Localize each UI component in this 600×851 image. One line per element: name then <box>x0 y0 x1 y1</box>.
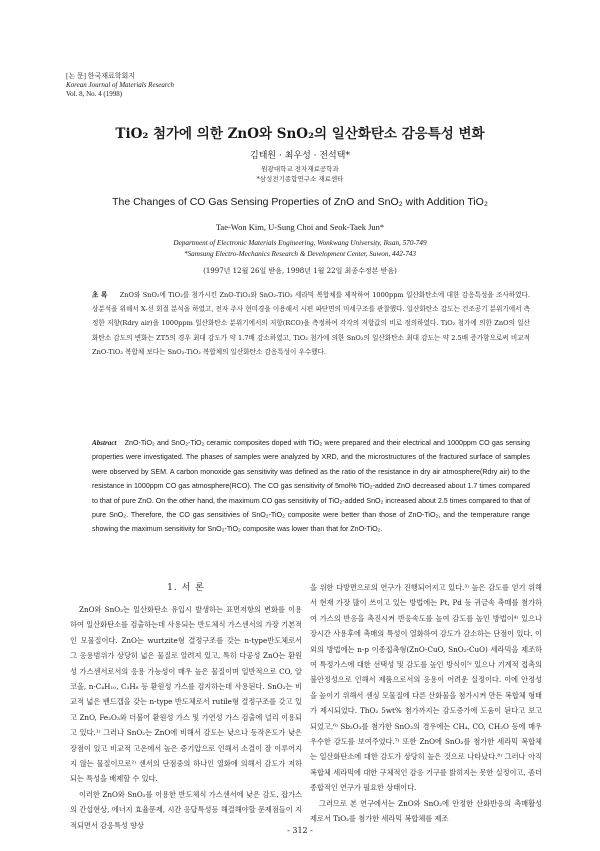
section-heading-introduction: 1. 서 론 <box>167 583 205 593</box>
affiliation-korean <box>0 164 600 184</box>
affiliation-english-1: Department of Electronic Materials Engineering, Wonkwang University, Iksan, 570-749 <box>173 239 427 247</box>
abstract-english <box>92 436 530 537</box>
title-korean: TiO₂ 첨가에 의한 ZnO와 SnO₂의 일산화탄소 감응특성 변화 <box>115 126 485 142</box>
abstract-english-label: Abstract <box>92 439 117 447</box>
abstract-english-text: ZnO-TiO₂ and SnO₂-TiO₂ ceramic composites doped with TiO₂ were prepared and their electrical and 1000ppm CO gas sensing properties were investigated. The phases of samples were analyzed by XRD, and the microstructures of the fractured surface of samples were observed by SEM. A carbon monoxide gas sensitivity was defined as the ratio of the resistance in dry air atmosphere(Rdry air) to the resistance in 1000ppm CO gas atmosphere(RCO). The CO gas sensitivity of 5mol% TiO₂-added ZnO decreased about 1.7 times compared to that of pure ZnO. On the other hand, the maximum CO gas sensitivity of TiO₂-added SnO₂ increased about 2.5 times compared to that of pure SnO₂. Therefore, the CO gas sensitivies of SnO₂-TiO₂ composite were better than those of ZnO-TiO₂, and the temperature range showing the maximum sensitivity for SnO₂-TiO₂ composite was lower than that for ZnO-TiO₂. <box>92 439 530 534</box>
received-date: (1997년 12월 26일 받음, 1998년 1월 22일 최종수정본 받음) <box>203 267 397 275</box>
body-paragraph: 그러므로 본 연구에서는 ZnO와 SnO₂에 안정한 산화반응의 촉매활성제로서 TiO₂를 첨가한 세라믹 복합체를 제조 <box>310 798 542 824</box>
affiliation-korean-2: *삼성전기종합연구소 재료센타 <box>256 175 344 183</box>
journal-line-en: Korean Journal of Materials Research <box>66 81 174 89</box>
journal-header <box>66 72 174 99</box>
abstract-korean-label: 초 록 <box>92 291 108 299</box>
authors-english: Tae-Won Kim, U-Sung Choi and Seok-Taek Jun* <box>215 222 385 232</box>
title-english: The Changes of CO Gas Sensing Properties of ZnO and SnO₂ with Addition TiO₂ <box>112 196 488 208</box>
journal-line-ko: [논 문] 한국재료학회지 <box>66 72 136 80</box>
authors-korean: 김태원 · 최우성 · 전석택* <box>250 151 350 161</box>
body-column-right <box>310 580 542 827</box>
abstract-korean <box>92 288 530 359</box>
body-paragraph: 을 위한 다방면으로의 연구가 진행되어지고 있다.³⁾ 높은 감도를 얻기 위해서 현재 가장 많이 쓰이고 있는 방법에는 Pt, Pd 등 귀금속 촉매를 첨가하여 가스의 반응을 촉진시켜 반응속도를 높여 감도를 높인 방법이⁴⁾ 있으나 장시간 사용후에 촉매의 특성이 열화하여 감도가 감소하는 단점이 있다. 이외의 방법에는 n-p 이종접촉형(ZnO-CuO, SnO₂-CuO) 세라믹을 제조하여 특정가스에 대한 선택성 및 감도를 높인 방식이⁵⁾ 있으나 기계적 접촉의 불안정성으로 인해서 제품으로서의 응용이 어려운 실정이다. 이에 안정성을 높이기 위해서 센싱 모물질에 다른 산화물을 첨가시켜 만든 복합체 형태가 제시되었다. ThO₂ 5wt% 첨가까지는 감도증가에 도움이 된다고 보고되었고,⁶⁾ Sb₂O₃를 첨가한 SnO₂의 경우에는 CH₄, CO, CH₂O 등에 매우 우수한 감도를 보여주었다.⁷⁾ 또한 ZnO에 SnO₂를 첨가한 세라믹 복합체는 일산화탄소에 대한 감도가 상당히 높은 것으로 나타났다.⁸⁾ 그러나 아직 복합체 세라믹에 대한 구체적인 감응 기구를 밝히지는 못한 실정이고, 좀더 종합적인 연구가 필요한 상태이다. <box>310 583 542 793</box>
page-number: - 312 - <box>287 826 313 835</box>
affiliation-english <box>0 238 600 260</box>
affiliation-english-2: *Samsung Electro-Mechanics Research & Development Center, Suwon, 442-743 <box>183 250 416 258</box>
abstract-korean-text: ZnO와 SnO₂에 TiO₂를 첨가시킨 ZnO-TiO₂와 SnO₂-TiO₂ 세라믹 복합체를 제작하여 1000ppm 일산화탄소에 대한 감응특성을 조사하였다. 상분석을 위해서 X-선 회절 분석을 하였고, 전자 주사 현미경을 이용해서 시편 파단면의 미세구조를 관찰했다. 일산화탄소 감도는 건조공기 분위기에서 측정한 저항(Rdry air)을 1000ppm 일산화탄소 분위기에서의 저항(RCO)을 측정하여 각각의 저항값의 비로 정의하였다. TiO₂ 첨가에 의한 ZnO의 일산화탄소 감도의 변화는 ZT5의 경우 최대 감도가 약 1.7배 감소하였고, TiO₂ 첨가에 의한 SnO₂의 일산화탄소 최대 감도는 약 2.5배 증가함으로써 비교적 ZnO-TiO₂ 복합체 보다는 SnO₂-TiO₂ 복합체의 일산화탄소 감응특성이 우수했다. <box>92 291 530 356</box>
body-column-left <box>70 602 302 833</box>
journal-volume: Vol. 8, No. 4 (1998) <box>66 90 123 98</box>
body-paragraph: ZnO와 SnO₂는 일산화탄소 유입시 발생하는 표면저항의 변화를 이용하여 일산화탄소를 검출하는데 사용되는 반도체식 가스센서의 가장 기본적인 모물질이다. ZnO는 wurtzite형 결정구조를 갖는 n-type반도체로서 그 응용범위가 상당히 넓은 물질로 알려져 있고, 특히 다공성 ZnO는 환원성 가스센서로서의 응용 가능성이 매우 높은 물질이며 일반적으로 CO, 알코올, n-C₄H₁₀, C₃H₈ 등 환원성 가스를 검지하는데 사용된다. SnO₂는 비교적 넓은 밴드갭을 갖는 n-type 반도체로서 rutile형 결정구조를 갖고 있고 ZnO, Fe₂O₃와 더불어 환원성 가스 및 가연성 가스 검출에 널리 이용되고 있다.¹⁾ 그러나 SnO₂는 ZnO에 비해서 감도는 낮으나 동작온도가 낮은 장점이 있고 비교적 고온에서 높은 증기압으로 인해서 소결이 잘 이루어지지 않는 물질이므로²⁾ 센서의 단점중의 하나인 열화에 의해서 감도가 저하되는 특성을 배제할 수 있다. <box>70 605 302 784</box>
affiliation-korean-1: 원광대학교 전자재료공학과 <box>261 165 339 173</box>
body-paragraph: 이러한 ZnO와 SnO₂를 이용한 반도체식 가스센서에 낮은 감도, 잡가스의 간섭현상, 에너지 효율문제, 시간 응답특성등 해결해야할 문제점들이 지적되면서 감응특성 향상 <box>70 789 302 830</box>
